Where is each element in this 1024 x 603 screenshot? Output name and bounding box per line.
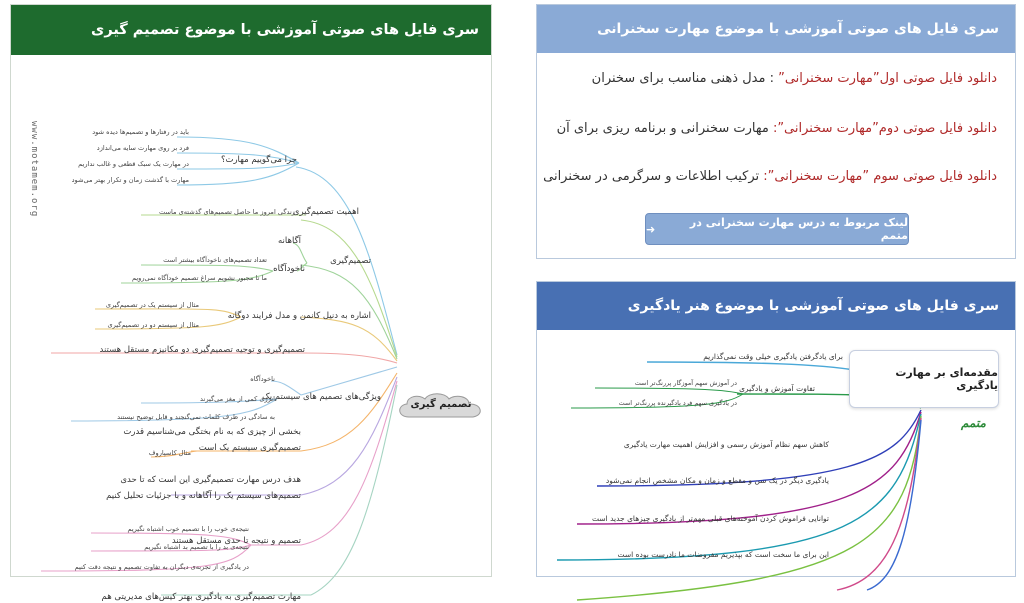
download-link-3[interactable]: دانلود فایل صوتی سوم ”مهارت سخنرانی”: bbox=[759, 169, 997, 184]
learning-leaf-2-1: در آموزش سهم آموزگار پررنگ‌تر است bbox=[634, 379, 737, 387]
sub-unconscious-2: ناخودآگاه bbox=[250, 375, 275, 383]
learning-branch-1: برای یادگرفتن یادگیری خیلی وقت نمی‌گذاریم bbox=[703, 352, 843, 361]
learning-branch-5: توانایی فراموش کردن آموخته‌های قبلی مهم‌تر از یادگیری چیزهای جدید است bbox=[591, 514, 829, 523]
learning-leaf-2-2: در یادگیری سهم فرد یادگیرنده پررنگ‌تر است bbox=[618, 399, 737, 407]
branch-outcome: تصمیم و نتیجه تا حدی مستقل هستند bbox=[171, 536, 301, 546]
branch-maturity-2: تصمیم‌گیری سیستم یک است bbox=[198, 443, 301, 453]
leaf-1-1: باید در رفتارها و تصمیم‌ها دیده شود bbox=[92, 128, 189, 136]
download-item-3[interactable] bbox=[543, 169, 997, 184]
learning-branch-6: این برای ما سخت است که بپذیریم مفروضات ما نادرست بوده است bbox=[617, 550, 829, 559]
leaf-1-3: در مهارت یک سبک قطعی و غالب نداریم bbox=[78, 160, 189, 168]
motamem-logo-icon: متمم bbox=[961, 416, 986, 430]
download-item-1[interactable] bbox=[592, 71, 997, 86]
leaf-9-2: نتیجه‌ی بد را با تصمیم بد اشتباه نگیریم bbox=[144, 543, 249, 551]
speech-lesson-link-label: لینک مربوط به درس مهارت سخنرانی در متمم bbox=[689, 216, 908, 242]
learning-art-title: سری فایل های صوتی آموزشی با موضوع هنر یادگیری bbox=[537, 282, 1015, 330]
download-item-2[interactable] bbox=[557, 121, 997, 136]
learning-branch-3: کاهش سهم نظام آموزش رسمی و افزایش اهمیت مهارت یادگیری bbox=[623, 440, 829, 449]
learning-central-node: مقدمه‌ای بر مهارت یادگیری bbox=[849, 350, 999, 408]
download-link-1[interactable]: دانلود فایل صوتی اول”مهارت سخنرانی” bbox=[773, 71, 997, 86]
leaf-2-1: زندگی امروز ما حاصل تصمیم‌های گذشته‌ی ماست bbox=[158, 208, 295, 216]
watermark-text: www.motamem.org bbox=[29, 121, 39, 218]
leaf-7-1: مثال کاسپاروف bbox=[148, 449, 191, 457]
speech-skill-title: سری فایل های صوتی آموزشی با موضوع مهارت سخنرانی bbox=[537, 5, 1015, 53]
branch-importance: اهمیت تصمیم‌گیری bbox=[292, 207, 359, 217]
sub-conscious: آگاهانه bbox=[278, 236, 301, 246]
decision-mindmap bbox=[11, 55, 491, 602]
branch-why-skill: چرا می‌گوییم مهارت؟ bbox=[220, 155, 297, 165]
learning-branch-2: تفاوت آموزش و یادگیری bbox=[739, 384, 815, 393]
sub-unconscious: ناخودآگاه bbox=[273, 264, 305, 274]
speech-skill-card bbox=[536, 4, 1016, 259]
speech-lesson-link-button[interactable] bbox=[645, 213, 909, 245]
leaf-9-1: نتیجه‌ی خوب را با تصمیم خوب اشتباه نگیریم bbox=[127, 525, 249, 533]
learning-mindmap bbox=[537, 330, 1015, 578]
leaf-4-1: مثال از سیستم یک در تصمیم‌گیری bbox=[105, 301, 199, 309]
decision-making-panel bbox=[10, 4, 492, 602]
download-desc-2: مهارت سخنرانی و برنامه ریزی برای آن bbox=[556, 121, 769, 136]
decision-making-title: سری فایل های صوتی آموزشی با موضوع تصمیم گیری bbox=[11, 5, 491, 55]
branch-decision: تصمیم‌گیری bbox=[330, 256, 371, 266]
arrow-left-icon: ➜ bbox=[646, 222, 656, 236]
branch-kahneman: اشاره به دنیل کانمن و مدل فرایند دوگانه bbox=[227, 311, 371, 321]
learning-branch-4: یادگیری دیگر در یک سن و مقطع و زمان و مکان مشخص انجام نمی‌شود bbox=[605, 476, 829, 485]
branch-goal-2: تصمیم‌های سیستم یک را آگاهانه و با جزئیات تحلیل کنیم bbox=[106, 491, 301, 501]
leaf-9-3: در یادگیری از تجربه‌ی دیگران به تفاوت تصمیم و نتیجه دقت کنیم bbox=[74, 563, 249, 571]
leaf-3-1: تعداد تصمیم‌های ناخودآگاه بیشتر است bbox=[163, 256, 267, 264]
branch-justification: تصمیم‌گیری و توجیه تصمیم‌گیری دو مکانیزم مستقل هستند bbox=[99, 345, 305, 355]
leaf-6-1: انرژی کمی از مغز می‌گیرند bbox=[200, 395, 275, 403]
learning-art-card bbox=[536, 281, 1016, 577]
leaf-6-2: به سادگی در ظرف کلمات نمی‌گنجند و قابل توضیح نیستند bbox=[117, 413, 275, 421]
branch-system-one: ویژگی‌های تصمیم های سیستم یک bbox=[262, 392, 381, 402]
branch-management: مهارت تصمیم‌گیری به یادگیری بهتر کیس‌های مدیریتی هم bbox=[101, 592, 301, 602]
leaf-1-4: مهارت با گذشت زمان و تکرار بهتر می‌شود bbox=[71, 176, 189, 184]
download-desc-3: ترکیب اطلاعات و سرگرمی در سخنرانی bbox=[543, 169, 760, 184]
branch-maturity: بخشی از چیزی که به نام بختگی می‌شناسیم قدرت bbox=[123, 427, 301, 437]
central-node-label: تصمیم گیری bbox=[410, 399, 472, 410]
leaf-4-2: مثال از سیستم دو در تصمیم‌گیری bbox=[107, 321, 199, 329]
leaf-1-2: فرد بر روی مهارت سایه می‌اندازد bbox=[96, 144, 189, 152]
download-desc-1: : مدل ذهنی مناسب برای سخنران bbox=[591, 71, 774, 86]
download-link-2[interactable]: دانلود فایل صوتی دوم”مهارت سخنرانی”: bbox=[768, 121, 997, 136]
leaf-3-2: ما تا مجبور نشویم سراغ تصمیم خودآگاه نمی‌رویم bbox=[131, 274, 267, 282]
branch-goal: هدف درس مهارت تصمیم‌گیری این است که تا حدی bbox=[120, 475, 301, 485]
